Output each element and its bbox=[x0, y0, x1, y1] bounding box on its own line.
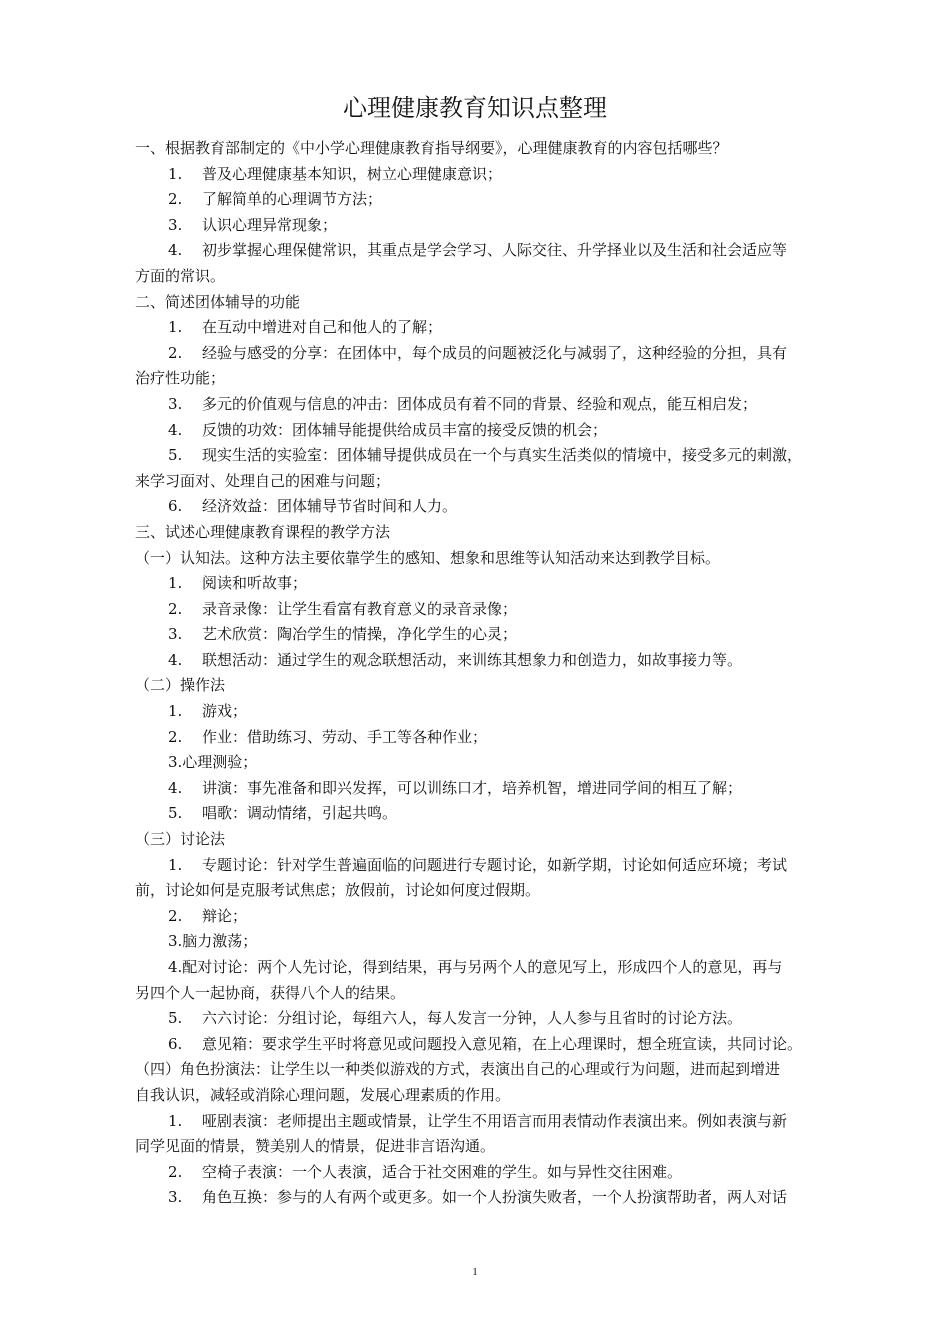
list-item-number: 3. bbox=[168, 215, 183, 234]
list-item bbox=[135, 1032, 870, 1058]
page-number: 1 bbox=[472, 1266, 478, 1278]
list-item-text: 在互动中增进对自己和他人的了解； bbox=[202, 318, 443, 337]
list-item bbox=[135, 1160, 870, 1186]
list-item-text: 空椅子表演：一个人表演，适合于社交困难的学生。如与异性交往困难。 bbox=[202, 1162, 683, 1181]
list-item-text: 经验与感受的分享：在团体中，每个成员的问题被泛化与减弱了，这种经验的分担，具有 bbox=[202, 343, 788, 362]
list-item-number: 1. bbox=[168, 574, 183, 593]
list-item-number: 1. bbox=[168, 318, 183, 337]
list-item bbox=[135, 418, 870, 444]
list-item-text: 阅读和听故事； bbox=[202, 574, 308, 593]
list-item-text: 普及心理健康基本知识，树立心理健康意识； bbox=[202, 164, 503, 183]
list-item-number: 4. bbox=[168, 650, 183, 669]
list-item bbox=[135, 187, 870, 213]
list-item bbox=[135, 315, 870, 341]
continuation-line: 前，讨论如何是克服考试焦虑；放假前，讨论如何度过假期。 bbox=[135, 881, 541, 900]
continuation-line: 另四个人一起协商，获得八个人的结果。 bbox=[135, 983, 406, 1002]
list-item-text: 六六讨论：分组讨论，每组六人，每人发言一分钟，人人参与且省时的讨论方法。 bbox=[202, 1009, 743, 1028]
list-item-text: 讲演：事先准备和即兴发挥，可以训练口才，培养机智，增进同学间的相互了解； bbox=[202, 778, 743, 797]
list-item-number: 2. bbox=[168, 190, 183, 209]
list-item bbox=[135, 238, 870, 264]
continuation-line: 同学见面的情景，赞美别人的情景，促进非言语沟通。 bbox=[135, 1137, 496, 1156]
list-item-text: 经济效益：团体辅导节省时间和人力。 bbox=[202, 497, 458, 516]
list-item bbox=[135, 494, 870, 520]
list-item-number: 2. bbox=[168, 1162, 183, 1181]
list-item-number: 3. bbox=[168, 1188, 183, 1207]
list-item: 3.心理测验； bbox=[168, 753, 258, 772]
list-item-text: 专题讨论：针对学生普遍面临的问题进行专题讨论，如新学期，讨论如何适应环境；考试 bbox=[202, 855, 788, 874]
subsection-heading: （三）讨论法 bbox=[135, 830, 226, 849]
list-item-text: 联想活动：通过学生的观念联想活动，来训练其想象力和创造力，如故事接力等。 bbox=[202, 650, 743, 669]
list-item-text: 辩论； bbox=[202, 906, 248, 925]
list-item-number: 4. bbox=[168, 420, 183, 439]
list-item-text: 认识心理异常现象； bbox=[202, 215, 338, 234]
list-item-number: 1. bbox=[168, 855, 183, 874]
list-item-text: 反馈的功效：团体辅导能提供给成员丰富的接受反馈的机会； bbox=[202, 420, 608, 439]
list-item-number: 3. bbox=[168, 625, 183, 644]
document-title: 心理健康教育知识点整理 bbox=[343, 94, 607, 122]
list-item-number: 6. bbox=[168, 1034, 183, 1053]
list-item-text: 唱歌：调动情绪，引起共鸣。 bbox=[202, 804, 398, 823]
subsection-heading: （二）操作法 bbox=[135, 676, 226, 695]
list-item bbox=[135, 699, 870, 725]
document-body bbox=[135, 136, 870, 1211]
list-item-number: 2. bbox=[168, 906, 183, 925]
list-item bbox=[135, 648, 870, 674]
list-item-text: 哑剧表演：老师提出主题或情景，让学生不用语言而用表情动作表演出来。例如表演与新 bbox=[202, 1111, 788, 1130]
list-item bbox=[135, 801, 870, 827]
list-item-number: 1. bbox=[168, 164, 183, 183]
continuation-line: 方面的常识。 bbox=[135, 266, 226, 285]
list-item-number: 4. bbox=[168, 778, 183, 797]
list-item bbox=[135, 341, 870, 367]
list-item bbox=[135, 1185, 870, 1211]
list-item-number: 5. bbox=[168, 1009, 183, 1028]
continuation-line: 自我认识，减轻或消除心理问题，发展心理素质的作用。 bbox=[135, 1085, 511, 1104]
list-item-number: 2. bbox=[168, 727, 183, 746]
list-item-number: 1. bbox=[168, 1111, 183, 1130]
list-item bbox=[135, 213, 870, 239]
list-item-text: 多元的价值观与信息的冲击：团体成员有着不同的背景、经验和观点，能互相启发； bbox=[202, 394, 758, 413]
continuation-line: 治疗性功能； bbox=[135, 369, 226, 388]
list-item-text: 角色互换：参与的人有两个或更多。如一个人扮演失败者，一个人扮演帮助者，两人对话 bbox=[202, 1188, 788, 1207]
list-item-number: 2. bbox=[168, 599, 183, 618]
list-item bbox=[135, 853, 870, 879]
list-item bbox=[135, 776, 870, 802]
list-item-number: 2. bbox=[168, 343, 183, 362]
list-item-number: 3. bbox=[168, 394, 183, 413]
list-item: 4.配对讨论：两个人先讨论，得到结果，再与另两个人的意见写上，形成四个人的意见，再与 bbox=[168, 958, 783, 976]
continuation-line: 来学习面对、处理自己的困难与问题； bbox=[135, 471, 391, 490]
list-item bbox=[135, 1109, 870, 1135]
list-item bbox=[135, 597, 870, 623]
list-item bbox=[135, 443, 870, 469]
list-item-text: 意见箱：要求学生平时将意见或问题投入意见箱，在上心理课时，想全班宣读，共同讨论。 bbox=[202, 1034, 803, 1053]
list-item bbox=[135, 392, 870, 418]
list-item bbox=[135, 904, 870, 930]
list-item-number: 5. bbox=[168, 446, 183, 465]
list-item bbox=[135, 1006, 870, 1032]
list-item-number: 4. bbox=[168, 241, 183, 260]
section-heading: 三、试述心理健康教育课程的教学方法 bbox=[135, 522, 391, 541]
list-item-text: 录音录像：让学生看富有教育意义的录音录像； bbox=[202, 599, 518, 618]
list-item-text: 现实生活的实验室：团体辅导提供成员在一个与真实生活类似的情境中，接受多元的刺激， bbox=[202, 446, 803, 465]
subsection-heading: （一）认知法。这种方法主要依靠学生的感知、想象和思维等认知活动来达到教学目标。 bbox=[135, 548, 721, 567]
list-item-text: 作业：借助练习、劳动、手工等各种作业； bbox=[202, 727, 488, 746]
section-heading: 二、简述团体辅导的功能 bbox=[135, 292, 301, 311]
list-item-text: 初步掌握心理保健常识，其重点是学会学习、人际交往、升学择业以及生活和社会适应等 bbox=[202, 241, 788, 260]
list-item bbox=[135, 162, 870, 188]
list-item bbox=[135, 725, 870, 751]
list-item-number: 5. bbox=[168, 804, 183, 823]
list-item bbox=[135, 571, 870, 597]
list-item-number: 6. bbox=[168, 497, 183, 516]
list-item-text: 游戏； bbox=[202, 702, 248, 721]
list-item bbox=[135, 622, 870, 648]
section-heading: 一、根据教育部制定的《中小学心理健康教育指导纲要》，心理健康教育的内容包括哪些？ bbox=[135, 139, 728, 157]
list-item-text: 艺术欣赏：陶冶学生的情操，净化学生的心灵； bbox=[202, 625, 518, 644]
list-item: 3.脑力激荡； bbox=[168, 932, 258, 951]
list-item-number: 1. bbox=[168, 702, 183, 721]
list-item-text: 了解简单的心理调节方法； bbox=[202, 190, 383, 209]
subsection-heading: （四）角色扮演法：让学生以一种类似游戏的方式，表演出自己的心理或行为问题，进而起到增进 bbox=[135, 1060, 781, 1079]
